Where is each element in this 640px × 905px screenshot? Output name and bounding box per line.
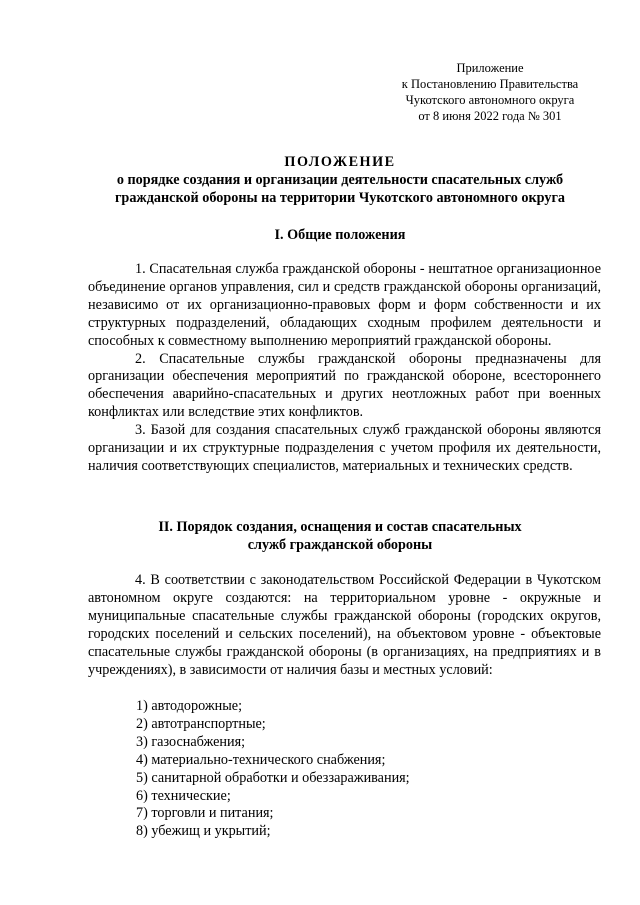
list-item: 5) санитарной обработки и обеззараживания; [136,769,410,786]
list-item: 2) автотранспортные; [136,715,266,732]
service-list [136,698,596,841]
section-1-heading: I. Общие положения [274,227,406,243]
appendix-line: к Постановлению Правительства [401,77,579,91]
paragraph: 1. Спасательная служба гражданской обороны - нештатное организационное объединение органов управления, сил и средств гражданской обороны организаций, независимо от их организационно-правовых форм и форм собственности и их структурных подразделений, обладающих сходным профилем деятельности и способных к совместному выполнению мероприятий гражданской обороны. [88,261,601,349]
section-2-heading [80,518,600,554]
appendix-reference [370,60,610,124]
appendix-line: Приложение [456,61,524,75]
document-title [80,153,600,207]
list-item: 6) технические; [136,787,231,804]
list-item: 3) газоснабжения; [136,733,246,750]
appendix-line: Чукотского автономного округа [405,93,575,107]
section-2-body [88,572,601,679]
paragraph: 4. В соответствии с законодательством Российской Федерации в Чукотском автономном округе создаются: на территориальном уровне - окружные и муниципальные спасательные службы гражданской обороны (городских округов, городских поселений и сельских поселений), на объектовом уровне - объектовые спасательные службы гражданской обороны (в организациях, на предприятиях и в учреждениях), в зависимости от наличия базы и местных условий: [88,572,601,678]
paragraph: 3. Базой для создания спасательных служб гражданской обороны являются организации и их структурные подразделения с учетом профиля их деятельности, наличия соответствующих специалистов, материальных и технических средств. [88,422,601,474]
list-item: 8) убежищ и укрытий; [136,823,271,840]
paragraph: 2. Спасательные службы гражданской обороны предназначены для организации обеспечения мероприятий по гражданской обороне, всестороннего обеспечения аварийно-спасательных и других неотложных работ при военных конфликтах или вследствие этих конфликтов. [88,350,601,421]
list-item: 7) торговли и питания; [136,805,274,822]
list-item: 1) автодорожные; [136,698,243,714]
title-subtitle-line: о порядке создания и организации деятельности спасательных служб [116,172,564,188]
list-item: 4) материально-технического снабжения; [136,751,386,768]
section-1-body [88,261,601,476]
appendix-line: от 8 июня 2022 года № 301 [418,109,562,123]
section-2-heading-line: II. Порядок создания, оснащения и состав спасательных [158,519,522,535]
title-subtitle-line: гражданской обороны на территории Чукотского автономного округа [114,190,566,206]
section-2-heading-line: служб гражданской обороны [247,537,433,553]
title-main: ПОЛОЖЕНИЕ [284,154,396,170]
